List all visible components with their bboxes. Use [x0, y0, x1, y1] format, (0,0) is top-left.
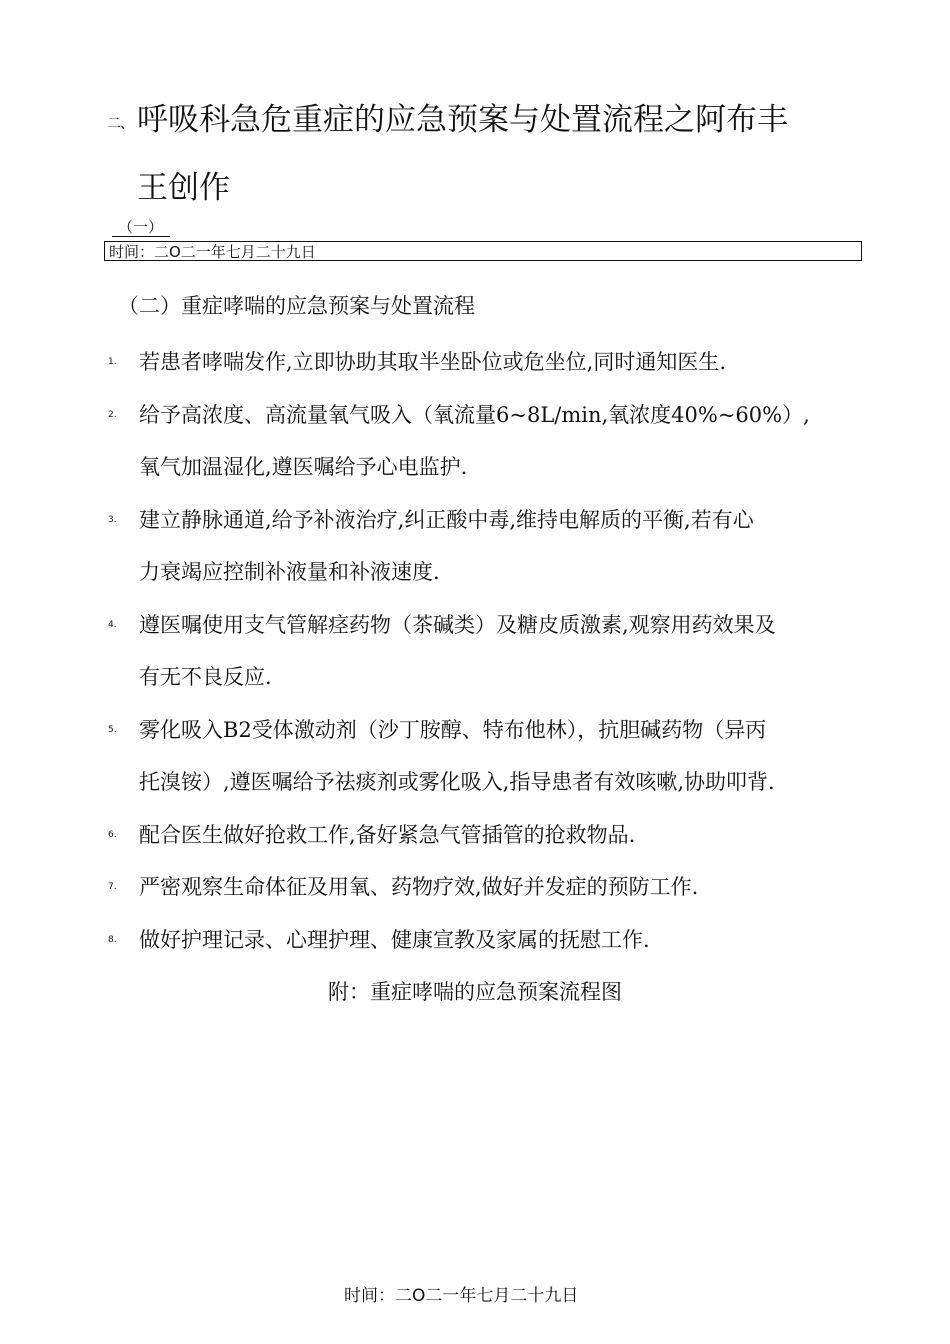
step-item — [104, 861, 874, 914]
step-item — [104, 704, 874, 809]
step-text: 雾化吸入B2受体激动剂（沙丁胺醇、特布他林），抗胆碱药物（异丙 托溴铵）,遵医嘱给予祛痰剂或雾化吸入,指导患者有效咳嗽,协助叩背. — [139, 717, 775, 794]
step-text: 做好护理记录、心理护理、健康宣教及家属的抚慰工作. — [139, 927, 650, 952]
footer-time: 时间：二O二一年七月二十九日 — [344, 1286, 579, 1306]
procedure-steps — [104, 336, 874, 966]
sub-section-underline — [112, 236, 170, 237]
step-item — [104, 914, 874, 967]
step-text: 若患者哮喘发作,立即协助其取半坐卧位或危坐位,同时通知医生. — [139, 350, 727, 374]
step-item — [104, 336, 874, 389]
sub-section-mark: （一） — [118, 218, 164, 236]
step-text: 给予高浓度、高流量氧气吸入（氧流量6~8L/min,氧浓度40%~60%）, 氧气加温湿化,遵医嘱给予心电监护. — [139, 402, 810, 479]
section-heading: （二）重症哮喘的应急预案与处置流程 — [118, 294, 475, 318]
step-number: 2. — [108, 409, 117, 420]
step-number: 1. — [108, 357, 117, 367]
step-text: 配合医生做好抢救工作,备好紧急气管插管的抢救物品. — [139, 822, 636, 847]
step-item — [104, 809, 874, 862]
heading-prefix: 二、 — [107, 116, 133, 132]
step-text: 严密观察生命体征及用氧、药物疗效,做好并发症的预防工作. — [139, 875, 699, 899]
document-title: 呼吸科急危重症的应急预案与处置流程之阿布丰王创作 — [137, 102, 788, 206]
step-number: 4. — [108, 619, 117, 630]
step-item — [104, 599, 874, 704]
step-text: 遵医嘱使用支气管解痉药物（茶碱类）及糖皮质激素,观察用药效果及 有无不良反应. — [139, 612, 776, 689]
appendix-caption: 附：重症哮喘的应急预案流程图 — [328, 980, 622, 1004]
time-box: 时间：二O二一年七月二十九日 — [104, 241, 862, 261]
step-number: 7. — [108, 882, 117, 892]
step-number: 8. — [108, 934, 117, 945]
step-number: 3. — [108, 514, 117, 525]
step-item — [104, 389, 874, 494]
step-number: 6. — [108, 829, 117, 840]
step-number: 5. — [108, 724, 117, 735]
step-text: 建立静脉通道,给予补液治疗,纠正酸中毒,维持电解质的平衡,若有心 力衰竭应控制补液量和补液速度. — [139, 507, 754, 584]
step-item — [104, 494, 874, 599]
